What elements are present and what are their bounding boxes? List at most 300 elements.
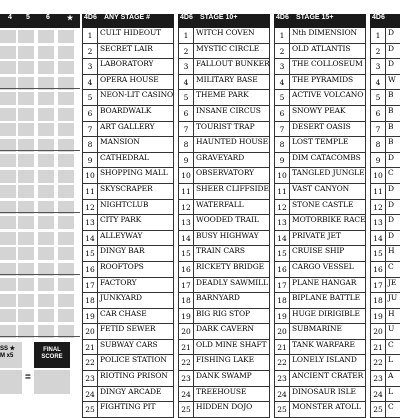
table-row [274,309,366,325]
table-row [370,200,400,216]
stage-name: SUBWAY CARS [100,339,158,349]
stage-name: WATERFALL [196,199,244,209]
table-header [370,14,400,28]
dice-label: 4D6 [276,14,289,21]
table-row [370,75,400,91]
score-cell[interactable] [58,154,74,167]
table-row [274,231,366,247]
score-cell[interactable] [0,92,16,105]
score-cell[interactable] [0,123,16,136]
score-cell[interactable] [18,232,34,245]
stage-name: BIPLANE BATTLE [292,293,361,303]
stage-name: C [388,402,394,412]
table-row [82,402,174,418]
roll-number: 13 [275,215,290,230]
table-row [178,215,270,231]
table-row [178,200,270,216]
roll-number: 13 [371,215,386,230]
table-title: STAGE 10+ [200,14,238,21]
roll-number: 12 [179,200,194,215]
roll-number: 1 [275,28,290,43]
stage-name: BUSY HIGHWAY [196,230,259,240]
score-cell[interactable] [38,30,54,43]
roll-number: 7 [371,122,386,137]
table-row [370,246,400,262]
table-row [274,324,366,340]
score-cell[interactable] [38,108,54,121]
table-row [82,122,174,138]
stage-name: MYSTIC CIRCLE [196,43,260,53]
score-cell[interactable] [38,294,54,307]
roll-number: 9 [275,153,290,168]
roll-number: 4 [179,75,194,90]
roll-number: 8 [275,137,290,152]
roll-number: 12 [371,200,386,215]
roll-number: 9 [83,153,98,168]
table-row [82,355,174,371]
star-icon: ★ [66,15,74,22]
roll-number: 22 [179,355,194,370]
table-row [274,28,366,44]
roll-number: 22 [83,355,98,370]
table-row [178,59,270,75]
stage-name: OPERA HOUSE [100,74,159,84]
score-cell[interactable] [38,154,54,167]
roll-number: 7 [179,122,194,137]
score-cell[interactable] [0,216,16,229]
stage-name: ACTIVE VOLCANO [292,90,364,100]
stage-name: FISHING LAKE [196,355,255,365]
roll-number: 11 [179,184,194,199]
stage-name: OLD MINE SHAFT [196,339,267,349]
score-cell[interactable] [38,185,54,198]
dice-label: 4D6 [84,14,97,21]
score-cell[interactable] [18,247,34,260]
roll-number: 2 [275,44,290,59]
stage-name: TANK WARFARE [292,339,355,349]
table-row [82,324,174,340]
roll-number: 5 [371,90,386,105]
score-cell[interactable] [18,216,34,229]
roll-number: 20 [371,324,386,339]
roll-number: 10 [179,168,194,183]
score-cell[interactable] [58,294,74,307]
roll-number: 1 [83,28,98,43]
score-cell[interactable] [0,108,16,121]
stage-name: SKYSCRAPER [100,183,153,193]
table-row [370,184,400,200]
roll-number: 24 [371,387,386,402]
roll-number: 21 [83,340,98,355]
roll-number: 18 [275,293,290,308]
roll-number: 7 [275,122,290,137]
score-cell[interactable] [58,108,74,121]
stage-name: SUBMARINE [292,324,342,334]
roll-number: 10 [83,168,98,183]
group-divider [0,336,80,337]
score-cell[interactable] [18,61,34,74]
table-row [370,309,400,325]
table-row [274,59,366,75]
stage-name: VAST CANYON [292,183,350,193]
table-header [274,14,366,28]
stage-name: THE COLLOSEUM [292,59,363,69]
table-row [82,278,174,294]
table-row [370,215,400,231]
stage-name: GRAVEYARD [196,152,245,162]
roll-number: 24 [275,387,290,402]
stage-name: BIG RIG STOP [196,308,250,318]
equals-sign: = [25,372,31,383]
stage-name: MANSION [100,137,140,147]
stage-name: RICKETY BRIDGE [196,261,264,271]
roll-number: 14 [371,231,386,246]
stage-name: ANCIENT CRATER [292,371,364,381]
roll-number: 20 [179,324,194,339]
score-cell[interactable] [38,92,54,105]
stage-name: FETID SEWER [100,324,156,334]
dice-label: 4D6 [180,14,193,21]
score-cell[interactable] [38,61,54,74]
stage-name: MOTORBIKE RACE [292,215,366,225]
score-cell[interactable] [38,216,54,229]
roll-number: 4 [83,75,98,90]
table-row [178,168,270,184]
table-row [274,184,366,200]
score-cell[interactable] [58,185,74,198]
roll-number: 25 [179,402,194,417]
table-row [274,371,366,387]
table-row [370,44,400,60]
stage-name: CATHEDRAL [100,152,149,162]
table-row [178,371,270,387]
stage-name: BOARDWALK [100,105,152,115]
table-row [178,324,270,340]
table-row [370,293,400,309]
roll-number: 6 [371,106,386,121]
group-divider [0,212,80,213]
score-cell[interactable] [58,278,74,291]
score-cell[interactable] [18,185,34,198]
stage-name: FALLOUT BUNKER [196,59,270,69]
roll-number: 22 [371,355,386,370]
bonus-score-box[interactable] [0,370,22,394]
table-row [178,90,270,106]
stage-name: STONE CASTLE [292,199,354,209]
score-cell[interactable] [18,92,34,105]
stage-name: DINGY BAR [100,246,145,256]
table-row [370,231,400,247]
stage-name: OLD ATLANTIS [292,43,351,53]
table-row [370,324,400,340]
roll-number: 3 [83,59,98,74]
stage-name: DESERT OASIS [292,121,351,131]
table-row [370,106,400,122]
score-cell[interactable] [18,278,34,291]
stage-name: LABORATORY [100,59,154,69]
table-row [178,262,270,278]
score-cell[interactable] [58,61,74,74]
stage-name: D [388,215,394,225]
roll-number: 3 [275,59,290,74]
score-cell[interactable] [18,123,34,136]
score-cell[interactable] [0,170,16,183]
score-cell[interactable] [38,46,54,59]
roll-number: 6 [275,106,290,121]
roll-number: 21 [179,340,194,355]
table-row [370,137,400,153]
roll-number: 14 [83,231,98,246]
roll-number: 9 [179,153,194,168]
roll-number: 14 [275,231,290,246]
bonus-label: SS ★ M x5 [0,346,16,359]
table-row [178,44,270,60]
stage-name: DARK CAVERN [196,324,254,334]
roll-number: 4 [275,75,290,90]
table-row [178,106,270,122]
table-row [274,355,366,371]
score-cell[interactable] [0,30,16,43]
roll-number: 15 [275,246,290,261]
table-title: ANY STAGE # [104,14,151,21]
stage-name: ROOFTOPS [100,261,144,271]
score-cell[interactable] [38,247,54,260]
stage-name: MONSTER ATOLL [292,402,361,412]
roll-number: 20 [83,324,98,339]
score-cell[interactable] [0,247,16,260]
stage-name: SNOWY PEAK [292,105,346,115]
table-row [82,28,174,44]
table-row [370,122,400,138]
roll-number: 7 [83,122,98,137]
table-row [274,153,366,169]
column-4-label: 4 [8,14,12,21]
table-row [178,340,270,356]
roll-number: 1 [371,28,386,43]
roll-number: 8 [371,137,386,152]
roll-number: 13 [83,215,98,230]
table-row [82,262,174,278]
score-cell[interactable] [58,92,74,105]
table-row [82,246,174,262]
stage-name: CITY PARK [100,215,142,225]
score-cell[interactable] [18,294,34,307]
stage-name: DINGY ARCADE [100,386,162,396]
roll-number: 9 [371,153,386,168]
table-row [178,402,270,418]
score-cell[interactable] [58,30,74,43]
table-row [274,137,366,153]
roll-number: 12 [275,200,290,215]
table-header [82,14,174,28]
roll-number: 10 [275,168,290,183]
table-row [178,122,270,138]
score-cell[interactable] [58,232,74,245]
stage-name: JE [388,277,397,287]
roll-number: 19 [179,309,194,324]
stage-name: HIDDEN DOJO [196,402,253,412]
roll-number: 25 [371,402,386,417]
roll-number: 13 [179,215,194,230]
stage-name: B [388,105,394,115]
stage-name: DINOSAUR ISLE [292,386,356,396]
score-cell[interactable] [18,46,34,59]
score-cell[interactable] [0,154,16,167]
stage-table-2 [178,14,270,418]
score-cell[interactable] [58,123,74,136]
table-row [274,246,366,262]
stage-name: H [388,246,395,256]
final-score-box[interactable] [34,370,70,394]
score-cell[interactable] [18,154,34,167]
stage-name: SHOPPING MALL [100,168,168,178]
table-row [82,231,174,247]
dice-label: 4D6 [372,14,385,21]
roll-number: 3 [179,59,194,74]
score-cell[interactable] [38,232,54,245]
table-row [178,28,270,44]
roll-number: 2 [179,44,194,59]
table-row [274,122,366,138]
table-row [274,75,366,91]
column-6-label: 6 [46,14,50,21]
stage-name: TANGLED JUNGLE [292,168,365,178]
table-row [274,168,366,184]
score-cell[interactable] [58,170,74,183]
stage-name: SHEER CLIFFSIDE [196,183,269,193]
score-cell[interactable] [58,216,74,229]
score-cell[interactable] [18,309,34,322]
score-cell[interactable] [0,46,16,59]
score-cell[interactable] [0,294,16,307]
table-row [178,293,270,309]
table-row [370,355,400,371]
final-score-header [34,342,70,368]
stage-name: SECRET LAIR [100,43,153,53]
group-divider [0,88,80,89]
stage-table-3 [274,14,366,418]
table-row [82,75,174,91]
roll-number: 10 [371,168,386,183]
roll-number: 11 [83,184,98,199]
stage-name: D [388,199,394,209]
table-row [178,309,270,325]
roll-number: 8 [83,137,98,152]
score-cell[interactable] [0,185,16,198]
roll-number: 6 [179,106,194,121]
table-row [178,278,270,294]
score-cell[interactable] [58,46,74,59]
roll-number: 23 [83,371,98,386]
stage-name: D [388,43,394,53]
stage-name: CAR CHASE [100,308,147,318]
stage-name: FACTORY [100,277,137,287]
table-row [370,371,400,387]
table-row [274,293,366,309]
table-row [370,59,400,75]
score-cell[interactable] [38,278,54,291]
group-divider [0,150,80,151]
score-cell[interactable] [18,170,34,183]
table-row [82,90,174,106]
stage-name: A [388,371,394,381]
stage-name: DIM CATACOMBS [292,152,361,162]
score-cell[interactable] [18,30,34,43]
table-row [82,137,174,153]
stage-name: NIGHTCLUB [100,199,149,209]
stage-name: C [388,339,394,349]
table-row [178,137,270,153]
stage-name: B [388,121,394,131]
table-row [82,106,174,122]
roll-number: 25 [275,402,290,417]
score-cell[interactable] [0,61,16,74]
roll-number: 16 [275,262,290,277]
stage-name: D [388,28,394,37]
stage-name: HUGE DIRIGIBLE [292,308,360,318]
table-row [274,340,366,356]
score-cell[interactable] [38,123,54,136]
stage-name: THE PYRAMIDS [292,74,354,84]
score-cell[interactable] [38,170,54,183]
stage-name: WOODED TRAIL [196,215,259,225]
roll-number: 16 [179,262,194,277]
table-row [82,200,174,216]
score-cell[interactable] [0,309,16,322]
roll-number: 15 [371,246,386,261]
score-cell[interactable] [18,108,34,121]
table-row [82,340,174,356]
table-row [178,355,270,371]
score-cell[interactable] [58,309,74,322]
score-cell[interactable] [0,278,16,291]
roll-number: 14 [179,231,194,246]
score-cell[interactable] [38,309,54,322]
table-row [370,153,400,169]
roll-number: 19 [371,309,386,324]
roll-number: 20 [275,324,290,339]
table-row [370,28,400,44]
score-cell[interactable] [0,232,16,245]
roll-number: 18 [371,293,386,308]
roll-number: 23 [275,371,290,386]
table-row [370,90,400,106]
roll-number: 4 [371,75,386,90]
roll-number: 16 [371,262,386,277]
table-row [370,262,400,278]
table-row [178,231,270,247]
stage-name: D [388,230,394,240]
roll-number: 24 [83,387,98,402]
stage-name: U [388,324,395,334]
stage-name: LOST TEMPLE [292,137,349,147]
table-row [178,153,270,169]
score-cell[interactable] [58,247,74,260]
table-row [274,44,366,60]
roll-number: 18 [179,293,194,308]
stage-name: CULT HIDEOUT [100,28,162,37]
stage-name: D [388,59,394,69]
table-row [274,262,366,278]
stage-name: INSANE CIRCUS [196,105,261,115]
roll-number: 11 [275,184,290,199]
table-title: STAGE 15+ [296,14,334,21]
table-row [82,309,174,325]
roll-number: 17 [275,278,290,293]
table-row [178,246,270,262]
stage-name: CARGO VESSEL [292,261,354,271]
stage-name: DEADLY SAWMILL [196,277,268,287]
